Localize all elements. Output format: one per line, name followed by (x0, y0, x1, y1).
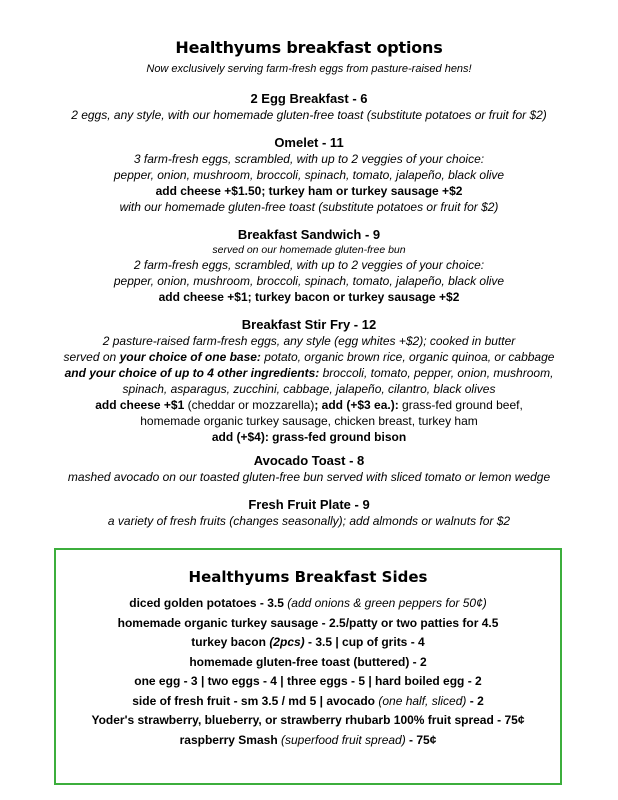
menu-item-avocado-toast (0, 452, 618, 485)
item-description: 2 farm-fresh eggs, scrambled, with up to 2 veggies of your choice: (133, 258, 485, 272)
side-bacon-grits (56, 633, 560, 653)
item-toast-note: with our homemade gluten-free toast (substitute potatoes or fruit for $2) (119, 200, 499, 214)
text-fragment: potato, organic brown rice, organic quinoa, or cabbage (260, 350, 555, 364)
text-fragment: - 75¢ (405, 732, 437, 747)
item-ingredients-more: spinach, asparagus, zucchini, cabbage, jalapeño, cilantro, black olives (122, 382, 496, 396)
sides-box (54, 548, 562, 785)
item-addons (0, 397, 618, 413)
item-meats: homemade organic turkey sausage, chicken breast, turkey ham (140, 414, 478, 428)
text-fragment: served on (63, 350, 120, 364)
item-name: Omelet - 11 (274, 135, 344, 150)
menu-item-two-egg (0, 90, 618, 123)
text-fragment: diced golden potatoes - 3.5 (129, 596, 284, 610)
text-fragment: raspberry Smash (179, 732, 278, 747)
item-description: a variety of fresh fruits (changes seasonally); add almonds or walnuts for $2 (107, 514, 511, 528)
item-veggies: pepper, onion, mushroom, broccoli, spinach, tomato, jalapeño, black olive (113, 168, 505, 182)
sides-title: Healthyums Breakfast Sides (188, 568, 428, 586)
text-fragment: (2pcs) (269, 635, 305, 649)
text-fragment: side of fresh fruit - sm 3.5 / md 5 | avocado (132, 693, 376, 708)
item-bun-note: served on our homemade gluten-free bun (212, 244, 406, 256)
item-name: Breakfast Stir Fry - 12 (241, 317, 377, 332)
side-eggs: one egg - 3 | two eggs - 4 | three eggs - 5 | hard boiled egg - 2 (134, 674, 482, 688)
text-fragment: ; (314, 398, 322, 412)
item-description: mashed avocado on our toasted gluten-free bun served with sliced tomato or lemon wedge (67, 470, 551, 484)
item-name: 2 Egg Breakfast - 6 (250, 91, 368, 106)
sides-list (56, 594, 560, 750)
menu-item-fruit-plate (0, 496, 618, 529)
item-name: Fresh Fruit Plate - 9 (248, 497, 370, 512)
text-fragment: your choice of one base: (119, 350, 261, 364)
side-fruit-avocado (56, 692, 560, 712)
side-toast: homemade gluten-free toast (buttered) - 2 (189, 654, 427, 669)
page-subtitle: Now exclusively serving farm-fresh eggs from pasture-raised hens! (146, 63, 472, 75)
text-fragment: - 2 (466, 693, 484, 708)
side-fruit-spread: Yoder's strawberry, blueberry, or strawberry rhubarb 100% fruit spread - 75¢ (91, 713, 525, 727)
item-bison: add (+$4): grass-fed ground bison (211, 430, 407, 444)
text-fragment: (cheddar or mozzarella) (184, 398, 315, 412)
item-description: 3 farm-fresh eggs, scrambled, with up to 2 veggies of your choice: (133, 152, 485, 166)
text-fragment: (superfood fruit spread) (277, 732, 406, 747)
item-name: Breakfast Sandwich - 9 (237, 227, 381, 242)
side-potatoes (56, 594, 560, 614)
side-raspberry-smash (56, 731, 560, 751)
item-veggies: pepper, onion, mushroom, broccoli, spinach, tomato, jalapeño, black olive (113, 274, 505, 288)
page-title: Healthyums breakfast options (175, 38, 443, 57)
text-fragment: grass-fed ground beef, (398, 398, 523, 412)
item-description: 2 eggs, any style, with our homemade gluten-free toast (substitute potatoes or fruit for $2) (71, 108, 547, 122)
item-addons: add cheese +$1; turkey bacon or turkey sausage +$2 (158, 290, 460, 304)
text-fragment: turkey bacon (191, 635, 270, 649)
text-fragment: broccoli, tomato, pepper, onion, mushroom, (319, 366, 554, 380)
menu-item-omelet (0, 134, 618, 215)
text-fragment: (add onions & green peppers for 50¢) (283, 596, 487, 610)
text-fragment: - 3.5 | cup of grits - 4 (304, 635, 425, 649)
menu-item-sandwich (0, 226, 618, 305)
item-base (0, 349, 618, 365)
item-name: Avocado Toast - 8 (253, 453, 365, 468)
item-description: 2 pasture-raised farm-fresh eggs, any style (egg whites +$2); cooked in butter (102, 334, 516, 348)
text-fragment: add cheese +$1 (95, 398, 185, 412)
item-ingredients (0, 365, 618, 381)
menu-item-stir-fry (0, 316, 618, 445)
side-sausage: homemade organic turkey sausage - 2.5/patty or two patties for 4.5 (117, 615, 499, 630)
text-fragment: add (+$3 ea.): (321, 398, 399, 412)
text-fragment: (one half, sliced) (375, 693, 467, 708)
item-addons: add cheese +$1.50; turkey ham or turkey sausage +$2 (155, 184, 463, 198)
text-fragment: and your choice of up to 4 other ingredients: (64, 366, 320, 380)
